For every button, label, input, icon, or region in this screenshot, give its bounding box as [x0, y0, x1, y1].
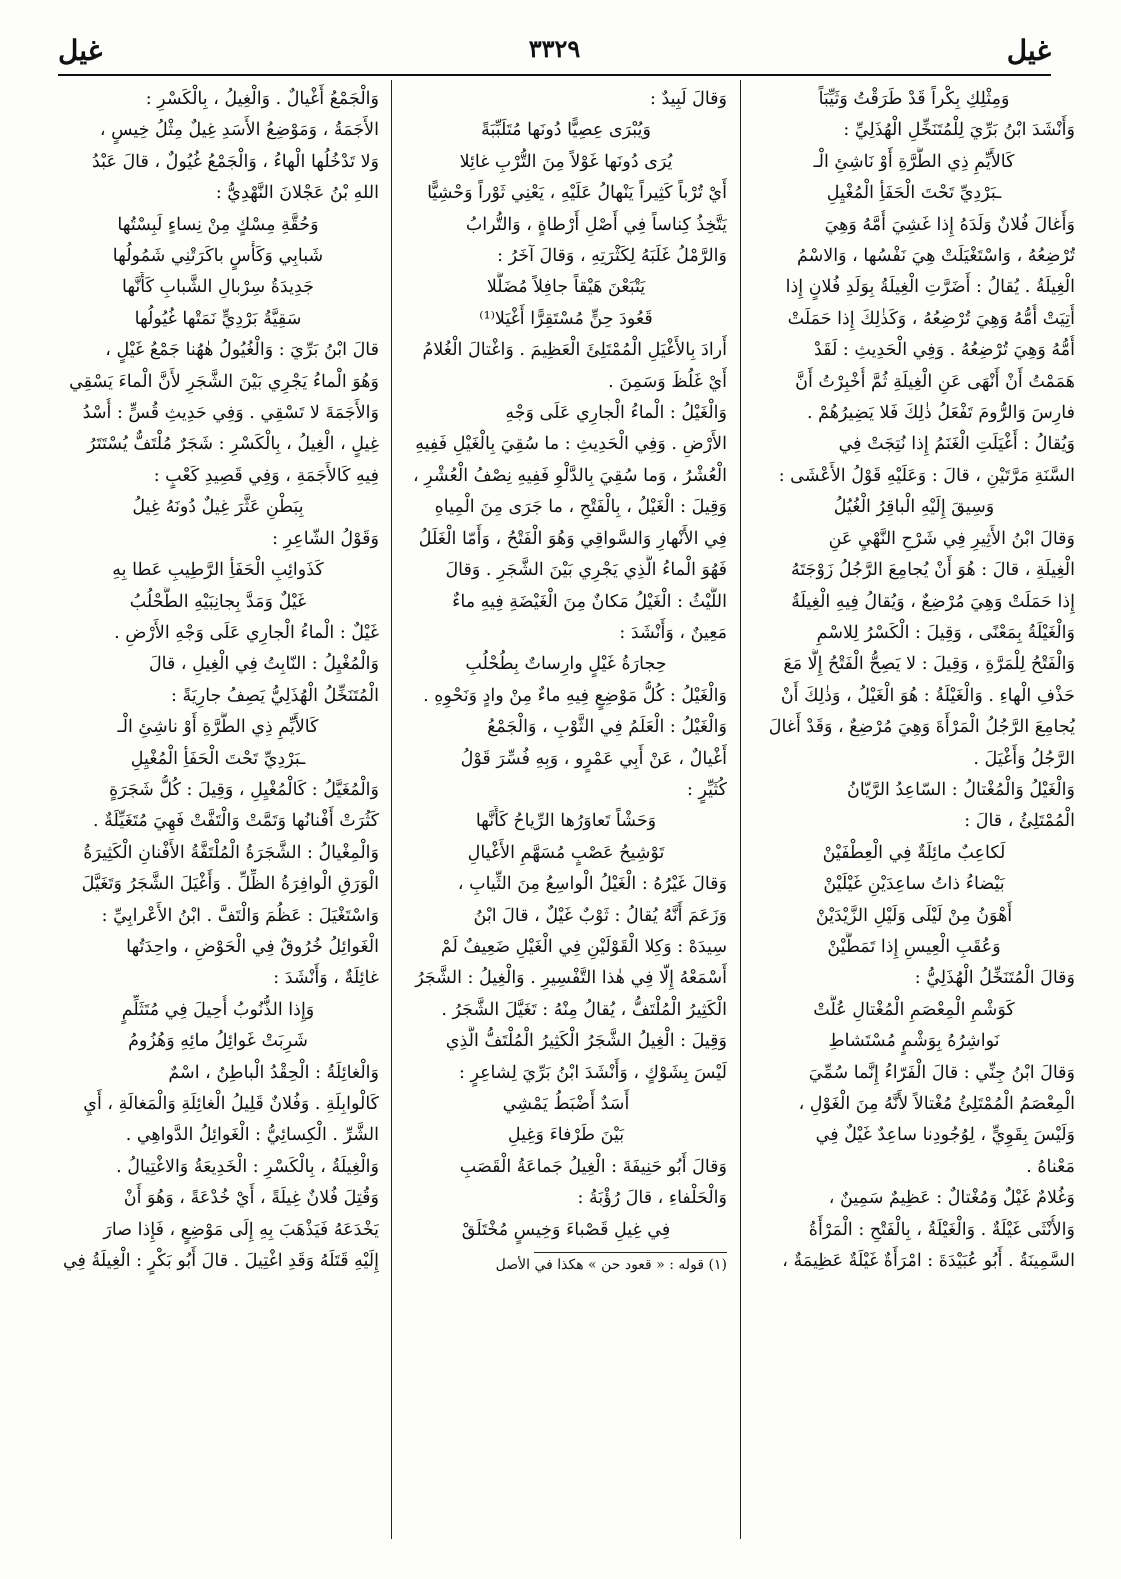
text-line: أَغْيالٌ ، عَنْ أَبِي عَمْرٍو ، وَبِهِ فُسِّرَ قَوْلُ — [460, 748, 727, 769]
text-line: فارِسَ وَالرُّومَ تَفْعَلُ ذٰلِكَ فَلا يَضِيرُهُمْ . — [807, 403, 1075, 424]
verse-line: وَإِذا الذُّنُوبُ أُحِيلَ فِي مُتَثَلِّمٍ — [121, 999, 315, 1020]
verse-line: سَقِيَّةُ بَرْدِيٍّ نَمَتْها غُيُولُها — [134, 308, 302, 329]
text-line: وَيُقالُ : أَغْيَلَتِ الْغَنَمُ إِذا نُتِجَتْ فِي — [838, 434, 1075, 455]
verse-line: كَذَوائِبِ الْحَفَأِ الرَّطِيبِ عَطا بِهِ — [112, 560, 324, 581]
verse-line: تَوْشِيحُ عَصْبٍ مُسَهَّمِ الأَغْيالِ — [467, 842, 665, 863]
text-line: وَالرَّمْلُ غَلَبَهُ لِكَثْرَتِهِ ، وَقالَ آخَرُ : — [497, 246, 727, 267]
text-line: الأَجَمَةُ ، وَمَوْضِعُ الأَسَدِ غِيلٌ مِثْلُ خِيسٍ ، — [99, 120, 379, 141]
text-line: يَخْدَعَهُ فَيَذْهَبَ بِهِ إِلَى مَوْضِعٍ ، فَإِذا صارَ — [103, 1219, 379, 1240]
verse-line: وَسِيقَ إِلَيْهِ الْباقِرُ الْغُيُلُ — [833, 497, 995, 518]
text-line: مَعْناهُ . — [1026, 1156, 1075, 1177]
page-number: ٣٣٢٩ — [528, 34, 581, 63]
text-line: الْغِيلَةُ . يُقالُ : أَضَرَّتِ الْغِيلَةُ بِوَلَدِ فُلانٍ إِذا — [785, 277, 1075, 298]
verse-line: كَالأَيِّمِ ذِي الطُّرَّةِ أَوْ ناشِئِ الْـ — [117, 717, 319, 738]
text-line: وَقالَ ابْنُ الأَثِيرِ فِي شَرْحِ النَّهْيِ عَنِ — [828, 528, 1075, 549]
text-line: وَقِيلَ : الْغَيْلُ ، بِالْفَتْحِ ، ما جَرَى مِنَ الْمِياهِ — [434, 497, 727, 518]
verse-line: وَيُبْرَى عِصِيًّا دُونَها مُتَلَبِّبَةً — [481, 120, 651, 141]
text-line: أُتِيَتْ أُمُّهُ وَهِيَ تُرْضِعُهُ ، وَكَذٰلِكَ إِذا حَمَلَتْ — [787, 308, 1075, 329]
text-line: الْمِعْصَمُ الْمُمْتَلِئُ مُغْتالاً لأَنَّهُ مِنَ الْغَوْلِ ، — [798, 1094, 1075, 1114]
text-line: وَقُتِلَ فُلانٌ غِيلَةً ، أَيْ خُدْعَةً ، وَهُوَ أَنْ — [123, 1188, 379, 1209]
verse-line: جَدِيدَةُ سِرْبالِ الشَّبابِ كَأَنَّها — [122, 277, 314, 298]
verse-line: نَواشِرُهُ بِوَشْمٍ مُسْتَشاطِ — [828, 1031, 1000, 1052]
text-line: وَقالَ ابْنُ جِنِّي : قالَ الْفَرّاءُ إِنَّما سُمِّيَ — [808, 1062, 1075, 1083]
text-line: وَالْغائِلَةُ : الْحِقْدُ الْباطِنُ ، اسْمٌ — [168, 1062, 379, 1083]
column-divider-right — [740, 80, 741, 1539]
verse-line: فِي غِيلِ قَصْباءَ وَخِيسٍ مُخْتَلَقْ — [461, 1219, 671, 1240]
verse-line: شَرِبَتْ غَوائِلُ مائِهِ وَهُزُومُ — [128, 1031, 308, 1052]
verse-line: بِبَطْنِ عَثَّرَ غِيلٌ دُونَهُ غِيلُ — [132, 497, 304, 518]
text-line: الأَرْضِ . وَفِي الْحَدِيثِ : ما سُقِيَ بِالْغَيْلِ فَفِيهِ — [415, 434, 727, 455]
text-line: وَأَغالَ فُلانٌ وَلَدَهُ إِذا غَشِيَ أُمَّهُ وَهِيَ — [824, 214, 1075, 235]
text-line: إِذا حَمَلَتْ وَهِيَ مُرْضِعٌ ، وَيُقالُ فِيهِ الْغِيلَةُ — [791, 591, 1075, 612]
text-line: أَرادَ بِالأَغْيَلِ الْمُمْتَلِئَ الْعَظِيمَ . وَاغْتالَ الْغُلامُ — [422, 340, 727, 361]
text-line: الْعُشْرُ ، وَما سُقِيَ بِالدَّلْوِ فَفِيهِ نِصْفُ الْعُشْرِ ، — [412, 465, 727, 486]
verse-line: وَمِثْلِكِ بِكْراً قَدْ طَرَقْتُ وَثَيِّبَاً — [818, 89, 1010, 109]
verse-line: أَسَدٌ أَضْبَطُ يَمْشِي — [502, 1094, 630, 1114]
text-column-right — [753, 84, 1075, 1544]
text-line: قالَ ابْنُ بَرِّيَ : وَالْغُيُولُ هٰهُنا جَمْعُ غَيْلٍ ، — [105, 340, 379, 361]
text-line: وَالْحَلْفاءِ ، قالَ رُؤْبَةُ : — [577, 1188, 727, 1209]
text-line: وَالْغِيلَةُ ، بِالْكَسْرِ : الْخَدِيعَةُ وَالاغْتِيالُ . — [116, 1156, 379, 1177]
text-line: كَالْوابِلَةِ . وَفُلانٌ قَلِيلُ الْغائِلَةِ وَالْمَغالَةِ ، أَيِ — [83, 1094, 379, 1114]
column-divider-left — [391, 80, 392, 1539]
text-line: وَالْغَيْلُ : الْعَلَمُ فِي الثَّوْبِ ، وَالْجَمْعُ — [487, 717, 727, 738]
text-line: أُمُّهُ وَهِيَ تُرْضِعُهُ . وَفِي الْحَدِيثِ : لَقَدْ — [814, 340, 1075, 361]
text-line: وَالأَجَمَةَ لا تَسْقِي . وَفِي حَدِيثِ قُسٍّ : أُسْدُ — [82, 403, 379, 424]
text-line: وَقالَ لَبِيدٌ : — [650, 89, 727, 109]
verse-line: وَعُقَبِ الْعِيسِ إِذا تَمَطَّيْنْ — [827, 936, 1001, 957]
footnote: (١) قوله : « قعود حن » هكذا في الأصل — [495, 1257, 727, 1274]
text-line: الْكَثِيرُ الْمُلْتَفُّ ، يُقالُ مِنْهُ : تَغَيَّلَ الشَّجَرُ . — [441, 999, 727, 1020]
text-line: فِي الأَنْهارِ وَالسَّواقِي وَهُوَ الْفَتْحُ ، وَأَمّا الْغَلَلُ — [418, 528, 727, 549]
page-header — [58, 34, 1051, 76]
text-line: سِيدَهْ : وَكِلا الْقَوْلَيْنِ فِي الْغَيْلِ ضَعِيفٌ لَمْ — [440, 936, 727, 957]
text-line: فَهُوَ الْماءُ الَّذِي يَجْرِي بَيْنَ الشَّجَرِ . وَقالَ — [445, 560, 727, 581]
text-line: أَسْمَعْهُ إِلّا فِي هٰذا التَّفْسِيرِ . وَالْغِيلُ : الشَّجَرُ — [415, 968, 727, 989]
verse-line: كَوَشْمِ الْمِعْصَمِ الْمُغْتالِ عُلَّتْ — [813, 999, 1015, 1020]
text-line: فِيهِ كَالأَجَمَةِ ، وَفِي قَصِيدِ كَعْبٍ : — [153, 465, 379, 486]
text-line: كُثَيِّرٍ : — [686, 779, 727, 800]
header-entry-word-left: غيل — [58, 34, 103, 67]
verse-line: بَيْنَ طَرْفاءَ وَغِيلِ — [507, 1125, 625, 1146]
text-line: وَالْغَيْلَةُ بِمَعْنًى ، وَقِيلَ : الْكَسْرُ لِلاسْمِ — [816, 622, 1075, 643]
text-line: وَقَوْلُ الشّاعِرِ : — [272, 528, 379, 549]
text-line: أَيْ غَلُظَ وَسَمِنَ . — [608, 371, 727, 392]
text-line: السَّمِينَةُ . أَبُو عُبَيْدَةَ : امْرَأَةٌ غَيْلَةٌ عَظِيمَةٌ ، — [782, 1251, 1075, 1272]
verse-line: لَكاعِبٌ مائِلَةٌ فِي الْعِطْفَيْنْ — [822, 842, 1006, 863]
verse-line: أَهْوَنُ مِنْ لَيْلَى وَلَيْلِ الزَّيْدَيْنْ — [815, 905, 1013, 926]
text-line: الْغِيلَةِ ، قالَ : هُوَ أَنْ يُجامِعَ الرَّجُلُ زَوْجَتَهُ — [790, 560, 1075, 581]
text-line: الرَّجُلُ وَأَغْيَلَ . — [973, 748, 1075, 769]
text-line: أَيْ تُرْباً كَثِيراً يَنْهالُ عَلَيْهِ ، يَعْنِي ثَوْراً وَحْشِيًّا — [427, 183, 727, 204]
text-line: وَالْفَتْحُ لِلْمَرَّةِ ، وَقِيلَ : لا يَصِحُّ الْفَتْحُ إِلَّا مَعَ — [783, 654, 1075, 675]
text-line: هَمَمْتُ أَنْ أَنْهَى عَنِ الْغِيلَةِ ثُمَّ أُخْبِرْتُ أَنَّ — [795, 371, 1075, 392]
verse-line: يُرَى دُونَها غَوْلاً مِنَ التُّرْبِ غائِلا — [459, 151, 673, 172]
text-line: لَيْسَ بِشَوْكٍ ، وَأَنْشَدَ ابْنُ بَرِّيَ لِشاعِرٍ : — [459, 1062, 727, 1083]
text-line: وَالْغَيْلُ : الْماءُ الْجارِي عَلَى وَجْهِ — [505, 403, 727, 424]
text-line: الْوَرَقِ الْوافِرَةُ الظِّلِّ . وَأَغْيَلَ الشَّجَرُ وَتَغَيَّلَ — [81, 874, 379, 895]
text-line: وَاسْتَغْيَلَ : عَظُمَ وَالْتَفَّ . ابْنُ الأَعْرابِيِّ : — [101, 905, 379, 926]
text-line: يُجامِعَ الرَّجُلُ الْمَرْأَةَ وَهِيَ مُرْضِعٌ ، وَقَدْ أَغالَ — [768, 717, 1075, 738]
text-line: وَقالَ الْمُتَنَخِّلُ الْهُذَلِيُّ : — [914, 968, 1075, 989]
text-line: غَيْلٌ : الْماءُ الْجارِي عَلَى وَجْهِ الأَرْضِ . — [114, 622, 379, 643]
text-line: مَعِينٌ ، وَأَنْشَدَ : — [619, 622, 727, 643]
text-line: وَلَيْسَ بِقَوِيٍّ ، لِوُجُودِنا ساعِدٌ غَيْلٌ فِي — [815, 1125, 1075, 1146]
text-line: السَّنَةِ مَرَّتَيْنِ ، قالَ : وَعَلَيْهِ قَوْلُ الأَعْشَى : — [778, 465, 1075, 486]
text-line: وَالْمُغْيِلُ : النّابِتُ فِي الْغِيلِ ، قالَ — [148, 654, 379, 675]
text-line: وَهُوَ الْماءُ يَجْرِي بَيْنَ الشَّجَرِ لأَنَّ الْماءَ يَسْقِي — [69, 371, 379, 392]
verse-line: شَبابِي وَكَأْسٍ باكَرَتْنِي شَمُولُها — [112, 246, 324, 267]
verse-line: بَيْضاءُ ذاتُ ساعِدَيْنِ غَيْلَيْنْ — [823, 874, 1005, 895]
text-line: غِيلٍ ، الْغِيلُ ، بِالْكَسْرِ : شَجَرٌ مُلْتَفٌّ يُسْتَتَرُ — [87, 434, 379, 455]
text-line: وَالْغَيْلُ : كُلُّ مَوْضِعٍ فِيهِ ماءٌ مِنْ وادٍ وَنَحْوِهِ . — [423, 685, 727, 706]
text-line: اللهِ بْنُ عَجْلانَ النَّهْدِيُّ : — [215, 183, 379, 204]
header-entry-word-right: غيل — [1006, 34, 1051, 67]
verse-line: يَتْبَعْنَ هَيْقاً جافِلاً مُضَلَّلا — [486, 277, 646, 298]
verse-line: وَحُقَّةِ مِسْكٍ مِنْ نِساءٍ لَبِسْتُها — [117, 214, 319, 235]
text-line: الْغَوائِلُ خُرُوقٌ فِي الْحَوْضِ ، واحِدَتُها — [126, 936, 379, 957]
text-line: الشَّرِّ . الْكِسائِيُّ : الْغَوائِلُ الدَّواهِي . — [125, 1125, 379, 1146]
text-line: وَغُلامٌ غَيْلٌ وَمُغْتالٌ : عَظِيمٌ سَمِينٌ ، — [828, 1188, 1075, 1209]
text-line: وَأَنْشَدَ ابْنُ بَرِّيَ لِلْمُتَنَخِّلِ الْهُذَلِيِّ : — [843, 120, 1075, 141]
text-line: وَزَعَمَ أَنَّهُ يُقالُ : ثَوْبٌ غَيْلٌ ، قالَ ابْنُ — [473, 905, 727, 926]
text-line: الْمُتَنَخِّلُ الْهُذَلِيُّ يَصِفُ جارِيَةً : — [171, 685, 379, 706]
header-rule — [58, 74, 1051, 76]
verse-line: كَالأَيِّمِ ذِي الطُّرَّةِ أَوْ نَاشِئِ الْـ — [813, 151, 1015, 172]
text-column-middle — [405, 84, 727, 1544]
text-column-left — [57, 84, 379, 1544]
text-line: وَقالَ أَبُو حَنِيفَةَ : الْغِيلُ جَماعَةُ الْقَصَبِ — [459, 1156, 727, 1177]
text-line: حَذْفِ الْهاءِ . وَالْغَيْلَةُ : هُوَ الْغَيْلُ ، وَذٰلِكَ أَنْ — [780, 685, 1075, 706]
verse-line: ـبَرْدِيِّ تَحْتَ الْحَفَأِ الْمُغْيِلِ — [130, 748, 306, 769]
text-line: وَلا تَدْخُلُها الْهاءُ ، وَالْجَمْعُ غُيُولٌ ، قالَ عَبْدُ — [92, 151, 379, 172]
verse-line: قَعُودَ حِنٍّ مُسْتَقِرًّا أَغْيَلا⁽¹⁾ — [479, 308, 653, 329]
text-line: وَالْمُغَيَّلُ : كَالْمُغْيِلِ ، وَقِيلَ : كُلُّ شَجَرَةٍ — [109, 779, 379, 800]
text-line: غائِلَةٌ ، وَأَنْشَدَ : — [273, 968, 379, 989]
verse-line: حِجارَةُ غَيْلٍ وارِساتٌ بِطُحْلُبِ — [465, 654, 667, 675]
text-line: وَالأُنْثَى غَيْلَةٌ . وَالْغَيْلَةُ ، بِالْفَتْحِ : الْمَرْأَةُ — [808, 1219, 1075, 1240]
text-line: كَثُرَتْ أَفْنانُها وَتَمَّتْ وَالْتَفَّتْ فَهِيَ مُتَغَيِّلَةٌ . — [93, 811, 379, 832]
text-line: وَقالَ غَيْرُهُ : الْغَيْلُ الْواسِعُ مِنَ الثِّيابِ ، — [457, 874, 727, 895]
text-line: إِلَيْهِ قَتَلَهُ وَقَدِ اغْتِيلَ . قالَ أَبُو بَكْرٍ : الْغِيلَةُ فِي — [62, 1251, 379, 1272]
text-line: وَالْمِغْيالُ : الشَّجَرَةُ الْمُلْتَفَّةُ الأَفْنانِ الْكَثِيرَةُ — [83, 842, 379, 863]
text-line: الْمُمْتَلِئُ ، قالَ : — [964, 811, 1075, 832]
text-line: يَتَّخِذُ كِناساً فِي أَصْلِ أَرْطاةٍ ، وَالتُّرابُ — [465, 214, 727, 235]
text-line: وَقِيلَ : الْغِيلُ الشَّجَرُ الْكَثِيرُ الْمُلْتَفُّ الَّذِي — [445, 1031, 727, 1052]
text-line: وَالْجَمْعُ أَغْيالٌ . وَالْغِيلُ ، بِالْكَسْرِ : — [145, 89, 379, 109]
verse-line: وَحَشْاً تَعاوَرُها الرِّياحُ كَأَنَّها — [475, 811, 657, 832]
text-line: اللَّيْثُ : الْغَيْلُ مَكانٌ مِنَ الْغَيْضَةِ فِيهِ ماءٌ — [452, 591, 727, 612]
verse-line: غَيْلٌ وَمَدَّ بِجانِبَيْهِ الطُّحْلُبُ — [129, 591, 307, 612]
text-line: وَالْغَيْلُ وَالْمُغْتالُ : السّاعِدُ الرَّيّانُ — [847, 779, 1075, 800]
text-line: تُرْضِعُهُ ، وَاسْتَغْيَلَتْ هِيَ نَفْسُها ، وَالاسْمُ — [797, 246, 1075, 267]
verse-line: ـبَرْدِيِّ تَحْتَ الْحَفَأِ الْمُغْيِلِ — [826, 183, 1002, 204]
